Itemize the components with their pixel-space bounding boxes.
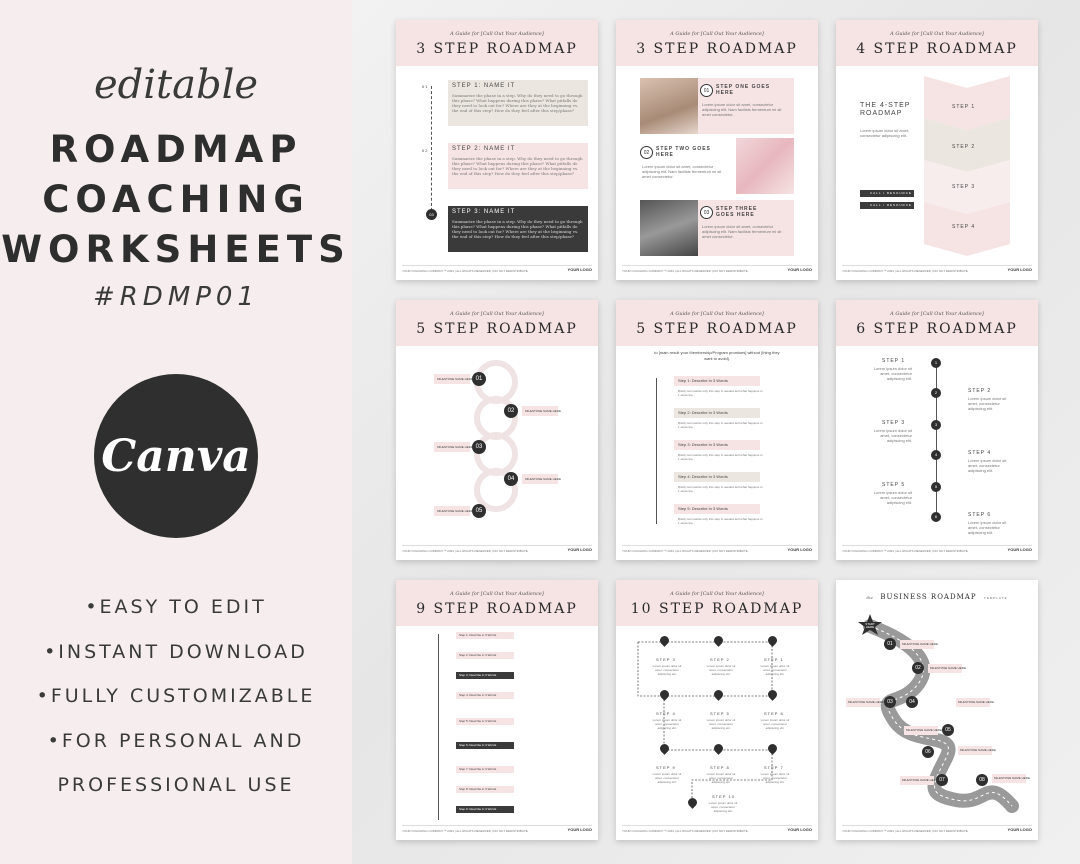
feature-item: •FOR PERSONAL AND [47,729,305,752]
page-footer [842,265,1032,275]
step-title: STEP 10 [712,794,735,799]
footer-logo: YOUR LOGO [1007,547,1032,552]
worksheet-3-step-photos [616,20,818,280]
photo-desk [736,138,794,194]
canva-logo [94,374,258,538]
feature-item: •FULLY CUSTOMIZABLE [36,685,316,707]
step-number: 4 [931,450,941,460]
step-number: 04 [504,472,518,486]
resource-button-label: CALL / RESOURCE [870,191,912,195]
feature-item: •EASY TO EDIT [85,596,267,618]
step-title: STEP 7 [764,765,784,770]
timeline-line [656,378,657,524]
step-body: Lorem ipsum dolor sit amet, consectetur adipiscing elit. [652,718,682,730]
milestone-label: MILESTONE NAME HERE [958,700,994,704]
step-title: STEP 5 [710,711,730,716]
footer-logo: YOUR LOGO [567,827,592,832]
step-number: 3 [931,420,941,430]
footer-logo: YOUR LOGO [567,547,592,552]
worksheet-3-step-timeline [396,20,598,280]
step-body: Lorem ipsum dolor sit amet, consectetur adipiscing elit. Nam facilisis fermentum mi sit amet consectetur. [702,224,782,239]
title-suffix: TEMPLATE [984,596,1008,600]
step-number: 01 [472,372,486,386]
step-number: 6 [931,512,941,522]
worksheet-4-step-chevrons [836,20,1038,280]
page-header [616,300,818,346]
feature-item: PROFESSIONAL USE [57,774,295,796]
step-title: STEP 6 [968,512,992,518]
step-body: Lorem ipsum dolor sit amet, consectetur adipiscing elit. [652,772,682,784]
step-title: Step 3: Describe in 3 Words [678,442,728,447]
step-title: Step 1: Describe in 3 Words [459,633,497,637]
step-body: Lorem ipsum dolor sit amet, consectetur adipiscing elit. [873,428,912,443]
intro-text: to [main result your Membership/Program promises] without [thing they want to avoid]. [654,350,780,361]
step-number: 02 [912,662,924,674]
step-body: Lorem ipsum dolor sit amet, consectetur adipiscing elit. [652,664,682,676]
step-number: 2 [931,388,941,398]
step-body: Briefly summarize why this step is needed and what happens in 1 sentence. [678,453,763,461]
page-header [616,20,818,66]
footer-logo: YOUR LOGO [787,267,812,272]
page-subtitle: A Guide for [Call Out Your Audience] [890,31,984,37]
milestone-label: MILESTONE NAME HERE [525,409,561,413]
step-title: STEP 2 [710,657,730,662]
step-body: Summarize the phase in a step. Why do they need to go through this phase? What happens during this phase? What pitfalls do they need to look out for? Where are they at the beginning vs. the end of this step? How do they feel after this step/phase? [452,219,583,239]
step-body: Lorem ipsum dolor sit amet, consectetur adipiscing elit. [873,490,912,505]
page-title: 9 STEP ROADMAP [416,601,578,617]
page-header [396,300,598,346]
footer-text: YOUR COACHING COMPANY™ 2024 | ALL RIGHTS RESERVED | DO NOT REDISTRIBUTE [622,269,748,273]
step-title: STEP TWO GOES HERE [656,146,711,158]
step-body: Summarize the phase in a step. Why do they need to go through this phase? What happens during this phase? What pitfalls do they need to look out for? Where are they at the beginning vs. the end of this step? How do they feel after this step/phase? [452,156,583,176]
step-body: Lorem ipsum dolor sit amet, consectetur adipiscing elit. [873,366,912,381]
step-body: Lorem ipsum dolor sit amet, consectetur adipiscing elit. [968,520,1007,535]
title-prefix: the [866,595,873,600]
page-title: 5 STEP ROADMAP [416,321,578,337]
step-number: 07 [936,774,948,786]
step-title: Step 1: Describe in 3 Words [678,378,728,383]
worksheet-6-step-timeline [836,300,1038,560]
step-title: STEP 3: NAME IT [452,209,516,215]
step-title: STEP 1 [952,104,976,110]
step-title: STEP 6 [764,711,784,716]
step-title: STEP 5 [882,482,906,488]
step-title: STEP 4 [656,711,676,716]
milestone-label: MILESTONE NAME HERE [994,776,1030,780]
editable-script: editable [93,62,259,108]
step-title: STEP 9 [656,765,676,770]
page-title: 10 STEP ROADMAP [630,601,804,617]
page-footer [402,825,592,835]
step-number: 01 [884,638,896,650]
step-number: 03 [426,209,437,220]
step-title: Step 4: Describe in 3 Words [459,693,497,697]
worksheet-5-step-list [616,300,818,560]
milestone-label: MILESTONE NAME HERE [437,509,473,513]
step-number: 02 [422,148,429,153]
page-footer [402,545,592,555]
step-title: STEP 1: NAME IT [452,83,516,89]
footer-text: YOUR COACHING COMPANY™ 2024 | ALL RIGHTS RESERVED | DO NOT REDISTRIBUTE [402,829,528,833]
milestone-label: MILESTONE NAME HERE [902,642,938,646]
page-subtitle: A Guide for [Call Out Your Audience] [450,31,544,37]
milestone-label: MILESTONE NAME HERE [902,778,938,782]
footer-text: YOUR COACHING COMPANY™ 2024 | ALL RIGHTS RESERVED | DO NOT REDISTRIBUTE [842,269,968,273]
milestone-label: MILESTONE NAME HERE [960,748,996,752]
milestone-label: MILESTONE NAME HERE [906,728,942,732]
page-footer [622,545,812,555]
step-number: 06 [922,746,934,758]
step-number: 05 [472,504,486,518]
milestone-label: MILESTONE NAME HERE [437,445,473,449]
step-number: 03 [700,206,713,219]
canva-logo-text: Canva [101,430,251,482]
step-body: Lorem ipsum dolor sit amet, consectetur adipiscing elit. [760,772,790,784]
step-number: 03 [472,440,486,454]
page-title: BUSINESS ROADMAP [880,593,977,601]
step-title: STEP 2 [952,144,976,150]
step-body: Summarize the phase in a step. Why do they need to go through this phase? What happens during this phase? What pitfalls do they need to look out for? Where are they at the beginning vs. the end of this step? How do they feel after this step/phase? [452,93,583,113]
page-title: 4 STEP ROADMAP [856,41,1018,57]
footer-logo: YOUR LOGO [567,267,592,272]
winding-road [836,580,1038,840]
step-title: Step 6: Describe in 3 Words [459,743,497,747]
worksheet-business-roadmap [836,580,1038,840]
step-title: STEP 3 [882,420,906,426]
resource-button-label: CALL / RESOURCE [870,203,912,207]
milestone-label: MILESTONE NAME HERE [525,477,561,481]
step-body: Lorem ipsum dolor sit amet, consectetur adipiscing elit. [968,458,1007,473]
footer-logo: YOUR LOGO [1007,267,1032,272]
photo-women [640,78,698,134]
page-header [836,20,1038,66]
page-footer [622,825,812,835]
title-line-3: WORKSHEETS [1,228,351,271]
timeline-line [936,360,937,520]
step-number: 04 [906,696,918,708]
footer-text: YOUR COACHING COMPANY™ 2024 | ALL RIGHTS RESERVED | DO NOT REDISTRIBUTE [622,829,748,833]
page-footer [402,265,592,275]
step-title: Step 9: Describe in 3 Words [459,807,497,811]
start-label: START HERE [865,622,875,629]
left-panel [0,0,352,864]
step-body: Lorem ipsum dolor sit amet, consectetur adipiscing elit. [706,772,736,784]
milestone-label: MILESTONE NAME HERE [930,666,966,670]
step-number: 5 [931,482,941,492]
section-heading: THE 4-STEP ROADMAP [860,102,911,117]
page-title: 5 STEP ROADMAP [636,321,798,337]
feature-list [0,592,352,815]
dashed-timeline [431,86,432,216]
step-body: Lorem ipsum dolor sit amet, consectetur adipiscing elit. Nam facilisis fermentum mi sit amet consectetur. [642,164,722,179]
milestone-label: MILESTONE NAME HERE [437,377,473,381]
step-body: Lorem ipsum dolor sit amet, consectetur adipiscing elit. [708,801,738,813]
step-title: Step 2: Describe in 3 Words [678,410,728,415]
photo-crowd [640,200,698,256]
step-title: STEP THREE GOES HERE [716,206,758,218]
step-title: STEP 3 [656,657,676,662]
step-number: 02 [504,404,518,418]
step-title: Step 5: Describe in 3 Words [678,506,728,511]
footer-logo: YOUR LOGO [787,827,812,832]
footer-text: YOUR COACHING COMPANY™ 2024 | ALL RIGHTS RESERVED | DO NOT REDISTRIBUTE [622,549,748,553]
step-title: STEP 2 [968,388,992,394]
step-number: 03 [884,696,896,708]
page-subtitle: A Guide for [Call Out Your Audience] [450,311,544,317]
footer-text: YOUR COACHING COMPANY™ 2024 | ALL RIGHTS RESERVED | DO NOT REDISTRIBUTE [842,549,968,553]
step-title: STEP 3 [952,184,976,190]
page-title: 6 STEP ROADMAP [856,321,1018,337]
step-body: Lorem ipsum dolor sit amet, consectetur adipiscing elit. [706,664,736,676]
step-title: STEP 2: NAME IT [452,146,516,152]
step-number: 05 [942,724,954,736]
step-number: 01 [422,84,429,89]
footer-logo: YOUR LOGO [787,547,812,552]
page-subtitle: A Guide for [Call Out Your Audience] [450,591,544,597]
step-title: STEP 4 [968,450,992,456]
step-body: Briefly summarize why this step is needed and what happens in 1 sentence. [678,389,763,397]
step-body: Briefly summarize why this step is needed and what happens in 1 sentence. [678,485,763,493]
page-subtitle: A Guide for [Call Out Your Audience] [670,591,764,597]
milestone-label: MILESTONE NAME HERE [848,700,884,704]
step-number: 02 [640,146,653,159]
step-title: STEP 1 [882,358,906,364]
footer-text: YOUR COACHING COMPANY™ 2024 | ALL RIGHTS RESERVED | DO NOT REDISTRIBUTE [402,269,528,273]
page-footer [842,545,1032,555]
step-title: Step 5: Describe in 3 Words [459,719,497,723]
step-body: Lorem ipsum dolor sit amet, consectetur adipiscing elit. [760,664,790,676]
step-body: Briefly summarize why this step is needed and what happens in 1 sentence. [678,421,763,429]
footer-logo: YOUR LOGO [1007,827,1032,832]
title-line-1: ROADMAP [49,128,303,171]
step-body: Lorem ipsum dolor sit amet, consectetur adipiscing elit. [706,718,736,730]
step-number: 01 [700,84,713,97]
step-title: STEP 8 [710,765,730,770]
step-body: Lorem ipsum dolor sit amet, consectetur adipiscing elit. [968,396,1007,411]
page-header [836,300,1038,346]
step-title: STEP 4 [952,224,976,230]
step-number: 08 [976,774,988,786]
step-body: Lorem ipsum dolor sit amet, consectetur adipiscing elit. [760,718,790,730]
worksheet-9-step-list [396,580,598,840]
page-subtitle: A Guide for [Call Out Your Audience] [670,311,764,317]
page-subtitle: A Guide for [Call Out Your Audience] [890,311,984,317]
page-title: 3 STEP ROADMAP [416,41,578,57]
step-body: Briefly summarize why this step is needed and what happens in 1 sentence. [678,517,763,525]
feature-item: •INSTANT DOWNLOAD [44,640,308,663]
timeline-line [438,634,439,820]
step-title: Step 2: Describe in 3 Words [459,653,497,657]
step-title: Step 7: Describe in 3 Words [459,767,497,771]
worksheet-gallery [352,0,1080,864]
title-line-2: COACHING [42,178,310,221]
step-title: STEP 1 [764,657,784,662]
step-number: 1 [931,358,941,368]
page-footer [842,825,1032,835]
footer-text: YOUR COACHING COMPANY™ 2024 | ALL RIGHTS RESERVED | DO NOT REDISTRIBUTE [402,549,528,553]
step-body: Lorem ipsum dolor sit amet, consectetur adipiscing elit. Nam facilisis fermentum mi sit amet consectetur. [702,102,782,117]
worksheet-10-step-map [616,580,818,840]
step-title: STEP ONE GOES HERE [716,84,771,96]
step-title: Step 3: Describe in 3 Words [459,673,497,677]
worksheet-5-step-rings [396,300,598,560]
page-header [396,20,598,66]
product-code: #RDMP01 [92,282,260,312]
page-subtitle: A Guide for [Call Out Your Audience] [670,31,764,37]
page-footer [622,265,812,275]
page-header [396,580,598,626]
step-title: Step 4: Describe in 3 Words [678,474,728,479]
page-title: 3 STEP ROADMAP [636,41,798,57]
footer-text: YOUR COACHING COMPANY™ 2024 | ALL RIGHTS RESERVED | DO NOT REDISTRIBUTE [842,829,968,833]
step-title: Step 8: Describe in 3 Words [459,787,497,791]
section-body: Lorem ipsum dolor sit amet, consectetur adipiscing elit. [860,128,910,138]
